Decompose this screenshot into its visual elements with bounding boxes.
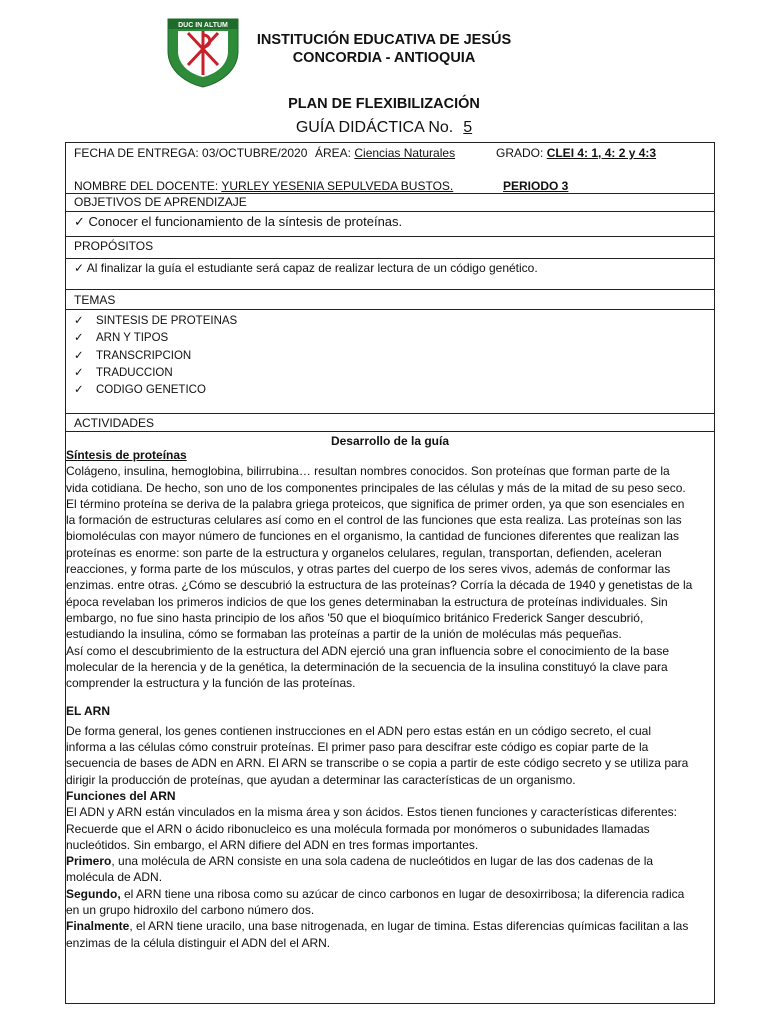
text-line: estudiando la insulina, cómo se formaban las proteínas a partir de la unión de moléculas más pequeñas. xyxy=(66,627,622,642)
institution-name: INSTITUCIÓN EDUCATIVA DE JESÚS xyxy=(256,32,512,48)
text-line: dirigir la producción de proteínas, que ayudan a determinar las características de un organismo. xyxy=(66,772,576,787)
period-label: PERIODO 3 xyxy=(503,179,569,193)
inline-label: Segundo, xyxy=(66,886,121,901)
paragraph: Primero, una molécula de ARN consiste en una sola cadena de nucleótidos en lugar de las dos cadenas de la molécula de ADN. xyxy=(66,854,654,885)
text-line: De forma general, los genes contienen instrucciones en el ADN pero estas están en un código secreto, el cual xyxy=(66,723,652,738)
theme-item: ✓ TRANSCRIPCION xyxy=(74,348,237,365)
check-icon: ✓ xyxy=(74,332,84,345)
paragraph xyxy=(66,463,716,642)
paragraph: Segundo, el ARN tiene una ribosa como su azúcar de cinco carbonos en lugar de desoxirribosa; la diferencia radica en un grupo hidroxilo del carbono número dos. xyxy=(66,886,685,918)
area-value: Ciencias Naturales xyxy=(354,146,456,160)
section-heading: Síntesis de proteínas xyxy=(66,448,187,462)
text-line: nucleótidos. Sin embargo, el ARN difiere del ADN en tres formas importantes. xyxy=(66,837,479,852)
logo-motto-text: DUC IN ALTUM xyxy=(178,22,228,29)
divider xyxy=(66,289,714,290)
divider xyxy=(66,431,714,432)
paragraph xyxy=(66,804,716,853)
grade-field xyxy=(496,146,656,160)
divider xyxy=(66,413,714,414)
guide-number: 5 xyxy=(463,119,473,136)
theme-item: ✓ CODIGO GENETICO xyxy=(74,382,237,399)
activities-label: ACTIVIDADES xyxy=(74,416,155,430)
guide-body xyxy=(66,447,716,951)
inline-label: Primero xyxy=(66,854,112,869)
theme-item: ✓ SINTESIS DE PROTEINAS xyxy=(74,313,237,330)
guide-label: GUÍA DIDÁCTICA No. xyxy=(295,119,454,136)
divider xyxy=(66,309,714,310)
teacher-label: NOMBRE DEL DOCENTE: xyxy=(74,179,219,193)
theme-item: ✓ TRADUCCION xyxy=(74,365,237,382)
text-line: Así como el descubrimiento de la estructura del ADN ejerció una gran influencia sobre el conocimiento de la base xyxy=(66,643,669,658)
check-icon: ✓ xyxy=(74,349,84,362)
area-label: ÁREA: xyxy=(315,146,352,160)
paragraph xyxy=(66,643,716,692)
text-line: El ADN y ARN están vinculados en la misma área y son ácidos. Estos tienen funciones y características diferentes: xyxy=(66,805,677,820)
text-line: época revelaban los primeros indicios de que los genes determinaban la estructura de proteínas individuales. Sin xyxy=(66,594,668,609)
guide-title xyxy=(0,119,768,137)
text-line: embargo, no fue sino hasta principio de los años '50 que el bioquímico británico Frederick Sanger descubrió, xyxy=(66,610,644,625)
themes-list xyxy=(74,313,237,399)
guide-table xyxy=(65,142,715,1004)
text-line: la formación de estructuras celulares así como en el control de las funciones que esta realiza. Las proteínas son las xyxy=(66,513,682,528)
institution-city: CONCORDIA - ANTIOQUIA xyxy=(292,50,476,66)
text-line: vida cotidiana. De hecho, son uno de los componentes principales de las células y más de la mitad de su peso seco. xyxy=(66,480,686,495)
text-line: comprender la estructura y la función de las proteínas. xyxy=(66,676,356,691)
text-line: informa a las células cómo construir proteínas. El primer paso para descifrar este código es copiar parte de la xyxy=(66,740,649,755)
purpose-item: ✓ Al finalizar la guía el estudiante será capaz de realizar lectura de un código genético. xyxy=(74,261,538,275)
development-title: Desarrollo de la guía xyxy=(330,434,450,448)
check-icon: ✓ xyxy=(74,366,84,379)
text-line: molecular de la herencia y de la genética, la determinación de la secuencia de la insulina constituyó la clave para xyxy=(66,659,668,674)
theme-item: ✓ ARN Y TIPOS xyxy=(74,330,237,347)
divider xyxy=(66,211,714,212)
divider xyxy=(66,236,714,237)
objectives-label: OBJETIVOS DE APRENDIZAJE xyxy=(74,195,247,209)
plan-title: PLAN DE FLEXIBILIZACIÓN xyxy=(288,96,480,112)
text-line: Colágeno, insulina, hemoglobina, bilirrubina… resultan nombres conocidos. Son proteínas que forman parte de la xyxy=(66,464,670,479)
text-line: El término proteína se deriva de la palabra griega proteicos, que significa de primer orden, ya que son esenciales en xyxy=(66,496,685,511)
purposes-label: PROPÓSITOS xyxy=(74,239,154,253)
divider xyxy=(66,193,714,194)
check-icon: ✓ xyxy=(74,384,84,397)
text-line: enzimas. entre otras. ¿Cómo se descubrió la estructura de las proteínas? Corría la década de 1940 y genetistas de la xyxy=(66,578,693,593)
text-line: reacciones, y forma parte de los músculos, y otras partes del cuerpo de los seres vivos, además de conformar las xyxy=(66,562,671,577)
section-heading: Funciones del ARN xyxy=(66,788,176,803)
text-line: biomoléculas con mayor número de funciones en el organismo, la cantidad de funciones diferentes que realizan las xyxy=(66,529,680,544)
check-icon: ✓ xyxy=(74,315,84,327)
delivery-date: FECHA DE ENTREGA: 03/OCTUBRE/2020 xyxy=(74,146,308,160)
area-field xyxy=(315,146,455,160)
school-shield-logo xyxy=(164,15,242,89)
text-line: Recuerde que el ARN o ácido ribonucleico es una molécula formada por monómeros o subunidades llamadas xyxy=(66,821,650,836)
teacher-field xyxy=(74,179,453,193)
grade-label: GRADO: xyxy=(496,146,544,160)
grade-value: CLEI 4: 1, 4: 2 y 4:3 xyxy=(546,146,657,160)
text-line: secuencia de bases de ADN en ARN. El ARN se transcribe o se copia a partir de este código secreto y se utiliza para xyxy=(66,756,689,771)
text-line: proteínas es enorme: son parte de la estructura y organelos celulares, regulan, transportan, defienden, aceleran xyxy=(66,545,662,560)
divider xyxy=(66,258,714,259)
inline-label: Finalmente xyxy=(66,919,130,934)
paragraph xyxy=(66,723,716,788)
section-heading: EL ARN xyxy=(66,704,111,719)
teacher-value: YURLEY YESENIA SEPULVEDA BUSTOS. xyxy=(221,179,454,193)
objective-item: ✓ Conocer el funcionamiento de la síntesis de proteínas. xyxy=(74,214,403,229)
themes-label: TEMAS xyxy=(74,293,116,307)
paragraph: Finalmente, el ARN tiene uracilo, una base nitrogenada, en lugar de timina. Estas diferencias químicas facilitan a las enzimas de la célula distinguir el ADN del el ARN. xyxy=(66,919,689,950)
